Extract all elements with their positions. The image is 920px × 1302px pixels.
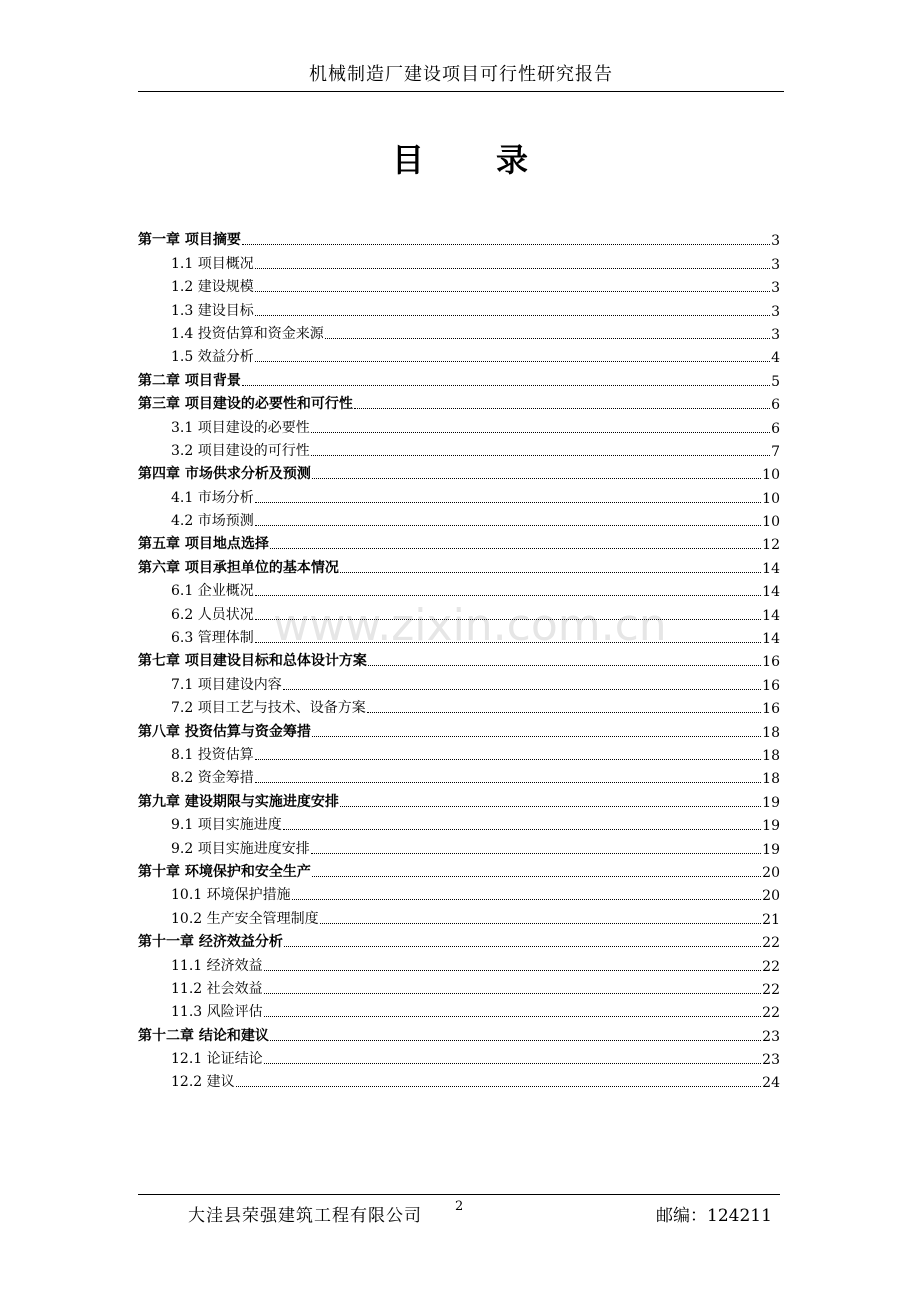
toc-dot-leader <box>255 361 770 362</box>
toc-dot-leader <box>236 1086 762 1087</box>
toc-entry-label: 7.1 项目建设内容 <box>171 676 282 693</box>
toc-entry-label: 第八章 投资估算与资金筹措 <box>138 723 311 740</box>
toc-section-entry[interactable] <box>138 296 780 319</box>
toc-entry-label: 6.1 企业概况 <box>171 583 254 600</box>
page-title: 目录 <box>391 141 600 179</box>
toc-entry-label: 8.1 投资估算 <box>171 746 254 763</box>
toc-entry-page: 19 <box>762 841 780 858</box>
toc-entry-page: 10 <box>762 467 780 484</box>
toc-entry-label: 第四章 市场供求分析及预测 <box>138 466 311 483</box>
toc-entry-label: 第一章 项目摘要 <box>138 232 241 249</box>
toc-section-entry[interactable] <box>138 437 780 460</box>
toc-dot-leader <box>255 642 761 643</box>
toc-chapter-entry[interactable] <box>138 787 780 810</box>
toc-dot-leader <box>320 923 762 924</box>
toc-entry-page: 5 <box>771 373 780 390</box>
toc-entry-label: 第十章 环境保护和安全生产 <box>138 863 311 880</box>
toc-chapter-entry[interactable] <box>138 647 780 670</box>
toc-section-entry[interactable] <box>138 413 780 436</box>
toc-entry-label: 11.3 风险评估 <box>171 1004 263 1021</box>
toc-section-entry[interactable] <box>138 273 780 296</box>
toc-entry-page: 3 <box>771 303 780 320</box>
toc-entry-label: 第十一章 经济效益分析 <box>138 934 283 951</box>
toc-entry-page: 16 <box>762 677 780 694</box>
toc-dot-leader <box>255 315 770 316</box>
toc-entry-page: 19 <box>762 794 780 811</box>
toc-dot-leader <box>255 759 761 760</box>
toc-dot-leader <box>312 876 761 877</box>
toc-entry-page: 20 <box>762 864 780 881</box>
toc-entry-label: 11.1 经济效益 <box>171 957 263 974</box>
toc-entry-page: 22 <box>762 935 780 952</box>
toc-section-entry[interactable] <box>138 741 780 764</box>
toc-entry-page: 16 <box>762 654 780 671</box>
toc-entry-label: 第七章 项目建设目标和总体设计方案 <box>138 653 367 670</box>
toc-dot-leader <box>340 572 761 573</box>
toc-entry-label: 3.2 项目建设的可行性 <box>171 442 310 459</box>
toc-chapter-entry[interactable] <box>138 928 780 951</box>
toc-entry-label: 第三章 项目建设的必要性和可行性 <box>138 396 353 413</box>
toc-entry-page: 7 <box>771 443 780 460</box>
toc-dot-leader <box>312 478 761 479</box>
toc-section-entry[interactable] <box>138 764 780 787</box>
toc-chapter-entry[interactable] <box>138 390 780 413</box>
toc-entry-label: 第九章 建设期限与实施进度安排 <box>138 793 339 810</box>
toc-entry-page: 23 <box>762 1052 780 1069</box>
toc-section-entry[interactable] <box>138 975 780 998</box>
toc-entry-page: 10 <box>762 490 780 507</box>
toc-entry-label: 10.1 环境保护措施 <box>171 887 291 904</box>
toc-dot-leader <box>264 993 762 994</box>
toc-section-entry[interactable] <box>138 694 780 717</box>
toc-dot-leader <box>283 829 761 830</box>
toc-dot-leader <box>283 689 761 690</box>
toc-entry-page: 6 <box>771 420 780 437</box>
toc-dot-leader <box>325 338 770 339</box>
toc-dot-leader <box>255 291 770 292</box>
toc-entry-label: 6.2 人员状况 <box>171 606 254 623</box>
toc-section-entry[interactable] <box>138 577 780 600</box>
toc-entry-page: 20 <box>762 888 780 905</box>
toc-entry-page: 22 <box>762 1005 780 1022</box>
toc-chapter-entry[interactable] <box>138 1021 780 1044</box>
toc-entry-page: 22 <box>762 981 780 998</box>
toc-chapter-entry[interactable] <box>138 553 780 576</box>
toc-entry-page: 6 <box>771 397 780 414</box>
toc-chapter-entry[interactable] <box>138 530 780 553</box>
toc-entry-page: 23 <box>762 1028 780 1045</box>
toc-dot-leader <box>255 619 761 620</box>
toc-entry-label: 第十二章 结论和建议 <box>138 1027 269 1044</box>
toc-entry-label: 12.1 论证结论 <box>171 1051 263 1068</box>
toc-entry-label: 7.2 项目工艺与技术、设备方案 <box>171 700 366 717</box>
toc-entry-page: 14 <box>762 607 780 624</box>
toc-dot-leader <box>264 1063 762 1064</box>
toc-dot-leader <box>255 595 761 596</box>
toc-dot-leader <box>311 432 770 433</box>
toc-entry-page: 3 <box>771 326 780 343</box>
toc-dot-leader <box>264 1016 762 1017</box>
toc-entry-label: 1.3 建设目标 <box>171 302 254 319</box>
table-of-contents <box>138 226 780 1091</box>
toc-entry-label: 1.4 投资估算和资金来源 <box>171 325 324 342</box>
toc-entry-page: 12 <box>762 537 780 554</box>
toc-entry-label: 1.5 效益分析 <box>171 349 254 366</box>
toc-section-entry[interactable] <box>138 320 780 343</box>
toc-entry-page: 3 <box>771 256 780 273</box>
watermark: www.zixin.com.cn <box>273 600 667 651</box>
toc-dot-leader <box>255 502 761 503</box>
toc-entry-label: 9.1 项目实施进度 <box>171 817 282 834</box>
toc-section-entry[interactable] <box>138 998 780 1021</box>
toc-dot-leader <box>255 268 770 269</box>
toc-section-entry[interactable] <box>138 904 780 927</box>
running-header: 机械制造厂建设项目可行性研究报告 <box>309 64 613 85</box>
toc-entry-label: 第二章 项目背景 <box>138 372 241 389</box>
toc-chapter-entry[interactable] <box>138 366 780 389</box>
toc-section-entry[interactable] <box>138 834 780 857</box>
toc-dot-leader <box>311 455 770 456</box>
toc-entry-label: 3.1 项目建设的必要性 <box>171 419 310 436</box>
toc-dot-leader <box>292 899 762 900</box>
toc-section-entry[interactable] <box>138 811 780 834</box>
toc-chapter-entry[interactable] <box>138 858 780 881</box>
toc-entry-label: 11.2 社会效益 <box>171 980 263 997</box>
toc-dot-leader <box>340 806 761 807</box>
toc-entry-label: 第五章 项目地点选择 <box>138 536 269 553</box>
toc-entry-label: 12.2 建议 <box>171 1074 235 1091</box>
toc-chapter-entry[interactable] <box>138 460 780 483</box>
toc-entry-label: 9.2 项目实施进度安排 <box>171 840 310 857</box>
toc-chapter-entry[interactable] <box>138 717 780 740</box>
toc-entry-page: 3 <box>771 280 780 297</box>
toc-section-entry[interactable] <box>138 951 780 974</box>
toc-dot-leader <box>284 946 761 947</box>
toc-section-entry[interactable] <box>138 483 780 506</box>
toc-dot-leader <box>368 665 761 666</box>
toc-entry-page: 18 <box>762 747 780 764</box>
toc-dot-leader <box>264 970 762 971</box>
toc-section-entry[interactable] <box>138 881 780 904</box>
toc-entry-page: 22 <box>762 958 780 975</box>
toc-entry-page: 10 <box>762 514 780 531</box>
toc-entry-label: 第六章 项目承担单位的基本情况 <box>138 559 339 576</box>
toc-section-entry[interactable] <box>138 1045 780 1068</box>
toc-dot-leader <box>312 736 761 737</box>
toc-section-entry[interactable] <box>138 1068 780 1091</box>
toc-entry-label: 4.2 市场预测 <box>171 513 254 530</box>
footer-page-number: 2 <box>455 1199 464 1214</box>
toc-entry-page: 14 <box>762 560 780 577</box>
toc-dot-leader <box>242 244 770 245</box>
toc-entry-label: 4.1 市场分析 <box>171 489 254 506</box>
footer-rule <box>138 1194 780 1195</box>
toc-entry-label: 8.2 资金筹措 <box>171 770 254 787</box>
toc-entry-page: 14 <box>762 631 780 648</box>
toc-entry-page: 18 <box>762 771 780 788</box>
toc-section-entry[interactable] <box>138 507 780 530</box>
toc-dot-leader <box>270 1040 761 1041</box>
toc-section-entry[interactable] <box>138 600 780 623</box>
toc-entry-page: 3 <box>771 233 780 250</box>
toc-section-entry[interactable] <box>138 624 780 647</box>
footer-postcode: 邮编：124211 <box>656 1206 772 1226</box>
toc-dot-leader <box>255 782 761 783</box>
footer-company: 大洼县荣强建筑工程有限公司 <box>188 1206 422 1226</box>
toc-chapter-entry[interactable] <box>138 226 780 249</box>
toc-dot-leader <box>255 525 761 526</box>
toc-entry-page: 18 <box>762 724 780 741</box>
toc-section-entry[interactable] <box>138 670 780 693</box>
toc-dot-leader <box>311 853 761 854</box>
toc-entry-page: 14 <box>762 584 780 601</box>
header-rule <box>138 91 784 92</box>
toc-entry-page: 16 <box>762 701 780 718</box>
toc-entry-page: 21 <box>762 911 780 928</box>
toc-entry-page: 4 <box>771 350 780 367</box>
toc-entry-page: 24 <box>762 1075 780 1092</box>
toc-dot-leader <box>242 385 770 386</box>
toc-dot-leader <box>367 712 761 713</box>
toc-section-entry[interactable] <box>138 249 780 272</box>
toc-section-entry[interactable] <box>138 343 780 366</box>
toc-entry-page: 19 <box>762 818 780 835</box>
toc-entry-label: 10.2 生产安全管理制度 <box>171 910 319 927</box>
toc-entry-label: 6.3 管理体制 <box>171 630 254 647</box>
toc-dot-leader <box>270 548 761 549</box>
toc-dot-leader <box>354 408 770 409</box>
toc-entry-label: 1.1 项目概况 <box>171 255 254 272</box>
toc-entry-label: 1.2 建设规模 <box>171 279 254 296</box>
